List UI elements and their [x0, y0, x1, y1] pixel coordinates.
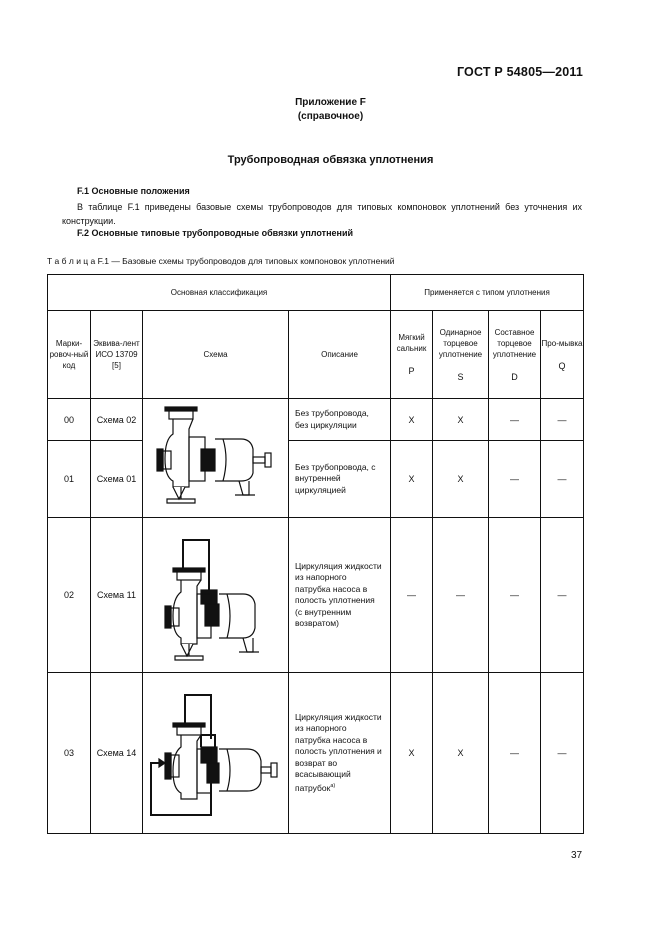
row-iso: Схема 11	[91, 518, 143, 673]
row-description-text: Циркуляция жидкости из напорного патрубка насоса в полость уплотнения и возврат во всасывающий патрубок	[295, 711, 382, 793]
f1-paragraph: В таблице F.1 приведены базовые схемы трубопроводов для типовых компоновок уплотнений без уточнения их конструкции.	[62, 202, 582, 226]
row-description: Без трубопровода, с внутренней циркуляцией	[289, 441, 391, 518]
table-row	[48, 399, 584, 441]
table-row	[48, 441, 584, 518]
row-s: X	[433, 441, 489, 518]
d-col-letter: D	[511, 371, 518, 382]
d-col-header	[489, 311, 541, 399]
pump-diagram-suction-return	[143, 673, 289, 833]
row-p: —	[391, 518, 433, 673]
row-q: —	[541, 673, 584, 834]
row-d: —	[489, 441, 541, 518]
row-iso: Схема 02	[91, 399, 143, 441]
p-col-header	[391, 311, 433, 399]
table-row	[48, 673, 584, 834]
pump-diagram-recirculation	[143, 518, 289, 672]
applies-header: Применяется с типом уплотнения	[391, 275, 584, 311]
row-code: 02	[48, 518, 91, 673]
row-q: —	[541, 518, 584, 673]
d-col-label: Составное торцевое уплотнение	[492, 327, 537, 359]
row-description: Без трубопровода, без циркуляции	[289, 399, 391, 441]
scheme-col-header: Схема	[143, 311, 289, 399]
scheme-02	[143, 518, 289, 673]
p-col-letter: P	[408, 366, 415, 376]
q-col-letter: Q	[558, 360, 566, 371]
row-d: —	[489, 673, 541, 834]
s-col-label: Одинарное торцевое уплотнение	[438, 327, 483, 359]
q-col-label: Про-мывка	[541, 338, 583, 348]
row-s: X	[433, 673, 489, 834]
classification-header: Основная классификация	[48, 275, 391, 311]
s-col-letter: S	[457, 371, 464, 382]
row-code: 01	[48, 441, 91, 518]
row-iso: Схема 14	[91, 673, 143, 834]
standard-code: ГОСТ Р 54805—2011	[456, 65, 583, 79]
pump-diagram-basic	[143, 399, 289, 517]
row-s: X	[433, 399, 489, 441]
row-description: Циркуляция жидкости из напорного патрубка насоса в полость уплотнения (с внутренним возвратом)	[289, 518, 391, 673]
q-col-header	[541, 311, 584, 399]
appendix-title: Приложение F	[295, 97, 366, 108]
row-code: 00	[48, 399, 91, 441]
iso-col-header: Эквива-лент ИСО 13709 [5]	[91, 311, 143, 399]
scheme-03	[143, 673, 289, 834]
table-caption: Т а б л и ц а F.1 — Базовые схемы трубопроводов для типовых компоновок уплотнений	[47, 256, 395, 266]
appendix-subtitle: (справочное)	[297, 111, 364, 122]
footnote-ref: a)	[330, 782, 336, 789]
row-p: X	[391, 441, 433, 518]
piping-table	[47, 274, 584, 834]
code-col-header: Марки-ровоч-ный код	[48, 311, 91, 399]
p-col-label: Мягкий сальник	[396, 333, 427, 353]
table-row	[48, 518, 584, 673]
description-col-header: Описание	[289, 311, 391, 399]
section-title: Трубопроводная обвязка уплотнения	[227, 154, 434, 166]
row-q: —	[541, 441, 584, 518]
scheme-00-01	[143, 399, 289, 518]
row-d: —	[489, 518, 541, 673]
row-d: —	[489, 399, 541, 441]
row-code: 03	[48, 673, 91, 834]
row-iso: Схема 01	[91, 441, 143, 518]
f1-heading: F.1 Основные положения	[77, 186, 190, 196]
row-s: —	[433, 518, 489, 673]
row-p: X	[391, 673, 433, 834]
row-description	[289, 673, 391, 834]
row-p: X	[391, 399, 433, 441]
appendix-heading	[0, 96, 661, 124]
page-number: 37	[571, 850, 583, 861]
f2-heading: F.2 Основные типовые трубопроводные обвязки уплотнений	[77, 228, 354, 238]
s-col-header	[433, 311, 489, 399]
row-q: —	[541, 399, 584, 441]
